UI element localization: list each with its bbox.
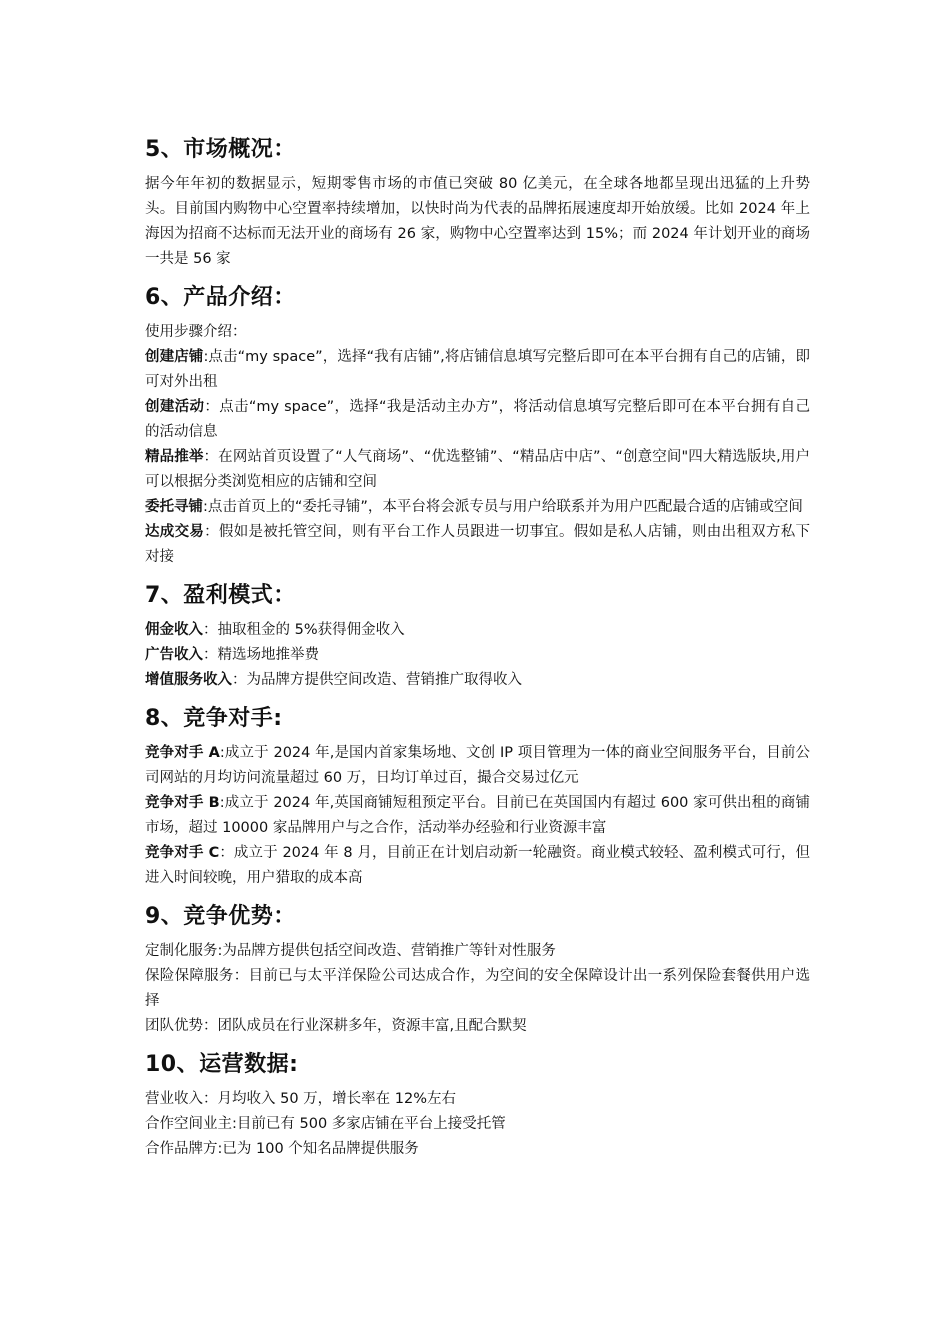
paragraph-text: ：在网站首页设置了“人气商场”、“优选整铺”、“精品店中店”、“创意空间"四大精选版块,用户可以根据分类浏览相应的店铺和空间 xyxy=(145,449,811,490)
paragraph xyxy=(145,964,810,1014)
paragraph-lead: 精品推举 xyxy=(145,449,204,465)
section-heading: 6、产品介绍： xyxy=(145,285,296,310)
paragraph-lead: 佣金收入 xyxy=(145,622,203,638)
paragraph-text: 合作空间业主:目前已有 500 多家店铺在平台上接受托管 xyxy=(145,1116,506,1132)
section-product-intro xyxy=(145,276,810,570)
section-heading: 8、竞争对手: xyxy=(145,706,283,731)
paragraph xyxy=(145,791,810,841)
paragraph xyxy=(145,643,810,668)
section-heading: 5、市场概况： xyxy=(145,137,296,162)
paragraph xyxy=(145,172,810,272)
paragraph xyxy=(145,495,810,520)
paragraph-text: ：成立于 2024 年 8 月，目前正在计划启动新一轮融资。商业模式较轻、盈利模式可行，但进入时间较晚，用户猎取的成本高 xyxy=(145,845,810,886)
paragraph-text: ：为品牌方提供空间改造、营销推广取得收入 xyxy=(232,672,522,688)
paragraph-lead: 创建活动 xyxy=(145,399,205,415)
paragraph-lead: 达成交易 xyxy=(145,524,205,540)
paragraph-text: 据今年年初的数据显示，短期零售市场的市值已突破 80 亿美元，在全球各地都呈现出迅猛的上升势头。目前国内购物中心空置率持续增加，以快时尚为代表的品牌拓展速度却开始放缓。比如 2024 年上海因为招商不达标而无法开业的商场有 26 家，购物中心空置率达到 15%；而 2024 年计划开业的商场一共是 56 家 xyxy=(145,176,810,267)
paragraph-text: ：精选场地推举费 xyxy=(203,647,319,663)
paragraph-text: :点击“my space”，选择“我有店铺”,将店铺信息填写完整后即可在本平台拥有自己的店铺，即可对外出租 xyxy=(145,349,810,390)
paragraph xyxy=(145,1087,810,1112)
paragraph-text: ：点击“my space”，选择“我是活动主办方”，将活动信息填写完整后即可在本平台拥有自己的活动信息 xyxy=(145,399,810,440)
paragraph xyxy=(145,841,810,891)
paragraph-text: 合作品牌方:已为 100 个知名品牌提供服务 xyxy=(145,1141,419,1157)
paragraph-lead: 创建店铺 xyxy=(145,349,204,365)
paragraph-lead: 竞争对手 A xyxy=(145,745,220,761)
section-profit-model xyxy=(145,574,810,693)
section-operating-data xyxy=(145,1043,810,1162)
paragraph xyxy=(145,1112,810,1137)
paragraph-text: ：抽取租金的 5%获得佣金收入 xyxy=(203,622,405,638)
paragraph-text: :成立于 2024 年,英国商铺短租预定平台。目前已在英国国内有超过 600 家可供出租的商铺市场，超过 10000 家品牌用户与之合作，活动举办经验和行业资源丰富 xyxy=(145,795,810,836)
paragraph xyxy=(145,320,810,345)
paragraph-lead: 广告收入 xyxy=(145,647,203,663)
paragraph xyxy=(145,1137,810,1162)
paragraph-text: ：假如是被托管空间，则有平台工作人员跟进一切事宜。假如是私人店铺，则由出租双方私下对接 xyxy=(145,524,811,565)
paragraph-text: 保险保障服务：目前已与太平洋保险公司达成合作，为空间的安全保障设计出一系列保险套餐供用户选择 xyxy=(145,968,810,1009)
paragraph xyxy=(145,395,810,445)
paragraph-text: :点击首页上的“委托寻铺”，本平台将会派专员与用户给联系并为用户匹配最合适的店铺或空间 xyxy=(203,499,803,515)
paragraph xyxy=(145,741,810,791)
section-market-overview xyxy=(145,128,810,272)
paragraph-text: 定制化服务:为品牌方提供包括空间改造、营销推广等针对性服务 xyxy=(145,943,556,959)
paragraph-lead: 委托寻铺 xyxy=(145,499,203,515)
paragraph xyxy=(145,939,810,964)
section-heading: 10、运营数据: xyxy=(145,1052,299,1077)
document-body xyxy=(145,128,810,1166)
paragraph xyxy=(145,345,810,395)
paragraph xyxy=(145,1014,810,1039)
paragraph-text: 营业收入：月均收入 50 万，增长率在 12%左右 xyxy=(145,1091,457,1107)
section-heading: 9、竞争优势： xyxy=(145,904,296,929)
paragraph xyxy=(145,668,810,693)
paragraph-lead: 竞争对手 B xyxy=(145,795,220,811)
section-competitive-advantages xyxy=(145,895,810,1039)
paragraph xyxy=(145,618,810,643)
paragraph xyxy=(145,445,810,495)
section-heading: 7、盈利模式： xyxy=(145,583,296,608)
paragraph-lead: 竞争对手 C xyxy=(145,845,220,861)
section-competitors xyxy=(145,697,810,891)
paragraph-text: :成立于 2024 年,是国内首家集场地、文创 IP 项目管理为一体的商业空间服务平台，目前公司网站的月均访问流量超过 60 万，日均订单过百，撮合交易过亿元 xyxy=(145,745,810,786)
paragraph xyxy=(145,520,810,570)
paragraph-text: 使用步骤介绍： xyxy=(145,324,247,340)
paragraph-text: 团队优势：团队成员在行业深耕多年，资源丰富,且配合默契 xyxy=(145,1018,527,1034)
paragraph-lead: 增值服务收入 xyxy=(145,672,232,688)
